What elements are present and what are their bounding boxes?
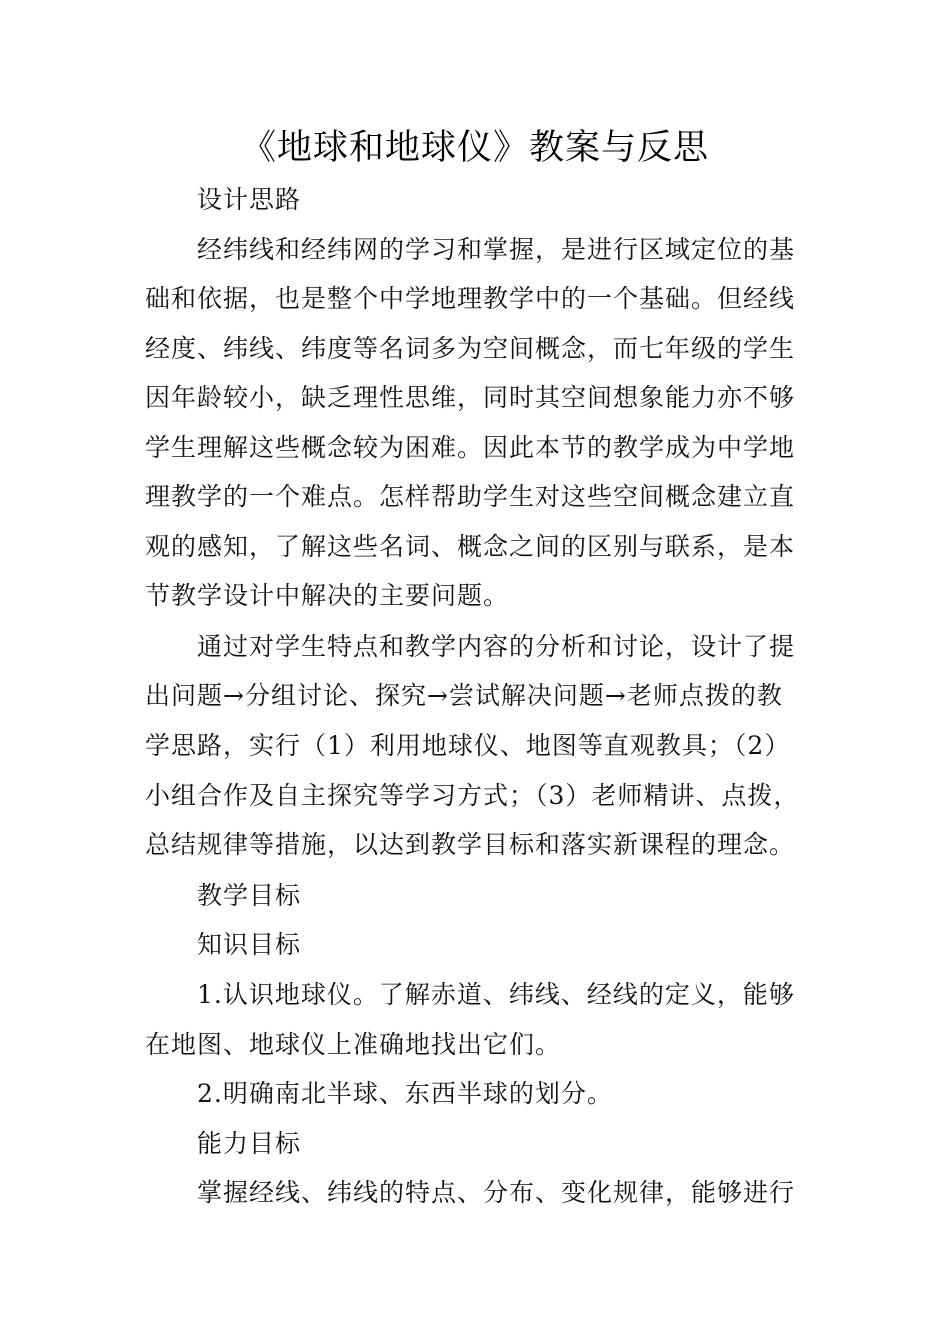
paragraph-line: 经纬线和经纬网的学习和掌握，是进行区域定位的基 xyxy=(197,235,796,264)
paragraph-line: 通过对学生特点和教学内容的分析和讨论，设计了提 xyxy=(197,632,796,661)
paragraph-line: 出问题→分组讨论、探究→尝试解决问题→老师点拨的教 xyxy=(145,681,783,710)
paragraph-line: 小组合作及自主探究等学习方式；（3）老师精讲、点拨， xyxy=(145,781,800,810)
paragraph-line: 理教学的一个难点。怎样帮助学生对这些空间概念建立直 xyxy=(145,482,796,511)
paragraph-line: 掌握经线、纬线的特点、分布、变化规律，能够进行 xyxy=(197,1178,796,1207)
document-title: 《地球和地球仪》教案与反思 xyxy=(240,128,709,168)
paragraph-line: 学生理解这些概念较为困难。因此本节的教学成为中学地 xyxy=(145,433,796,462)
paragraph-line: 因年龄较小，缺乏理性思维，同时其空间想象能力亦不够 xyxy=(145,383,796,412)
paragraph-line: 学思路，实行（1）利用地球仪、地图等直观教具；（2） xyxy=(145,731,791,760)
paragraph-line: 节教学设计中解决的主要问题。 xyxy=(145,581,510,610)
heading-teaching-goals: 教学目标 xyxy=(197,881,302,910)
list-item-line: 2.明确南北半球、东西半球的划分。 xyxy=(197,1079,613,1108)
paragraph-line: 观的感知，了解这些名词、概念之间的区别与联系，是本 xyxy=(145,532,796,561)
paragraph-line: 经度、纬线、纬度等名词多为空间概念，而七年级的学生 xyxy=(145,334,796,363)
heading-design-idea: 设计思路 xyxy=(197,185,302,214)
heading-knowledge-goals: 知识目标 xyxy=(197,930,302,959)
list-item-line: 1.认识地球仪。了解赤道、纬线、经线的定义，能够 xyxy=(197,980,795,1009)
paragraph-line: 础和依据，也是整个中学地理教学中的一个基础。但经线 xyxy=(145,284,796,313)
heading-ability-goals: 能力目标 xyxy=(197,1129,302,1158)
list-item-line: 在地图、地球仪上准确地找出它们。 xyxy=(145,1030,562,1059)
paragraph-line: 总结规律等措施，以达到教学目标和落实新课程的理念。 xyxy=(145,830,796,859)
